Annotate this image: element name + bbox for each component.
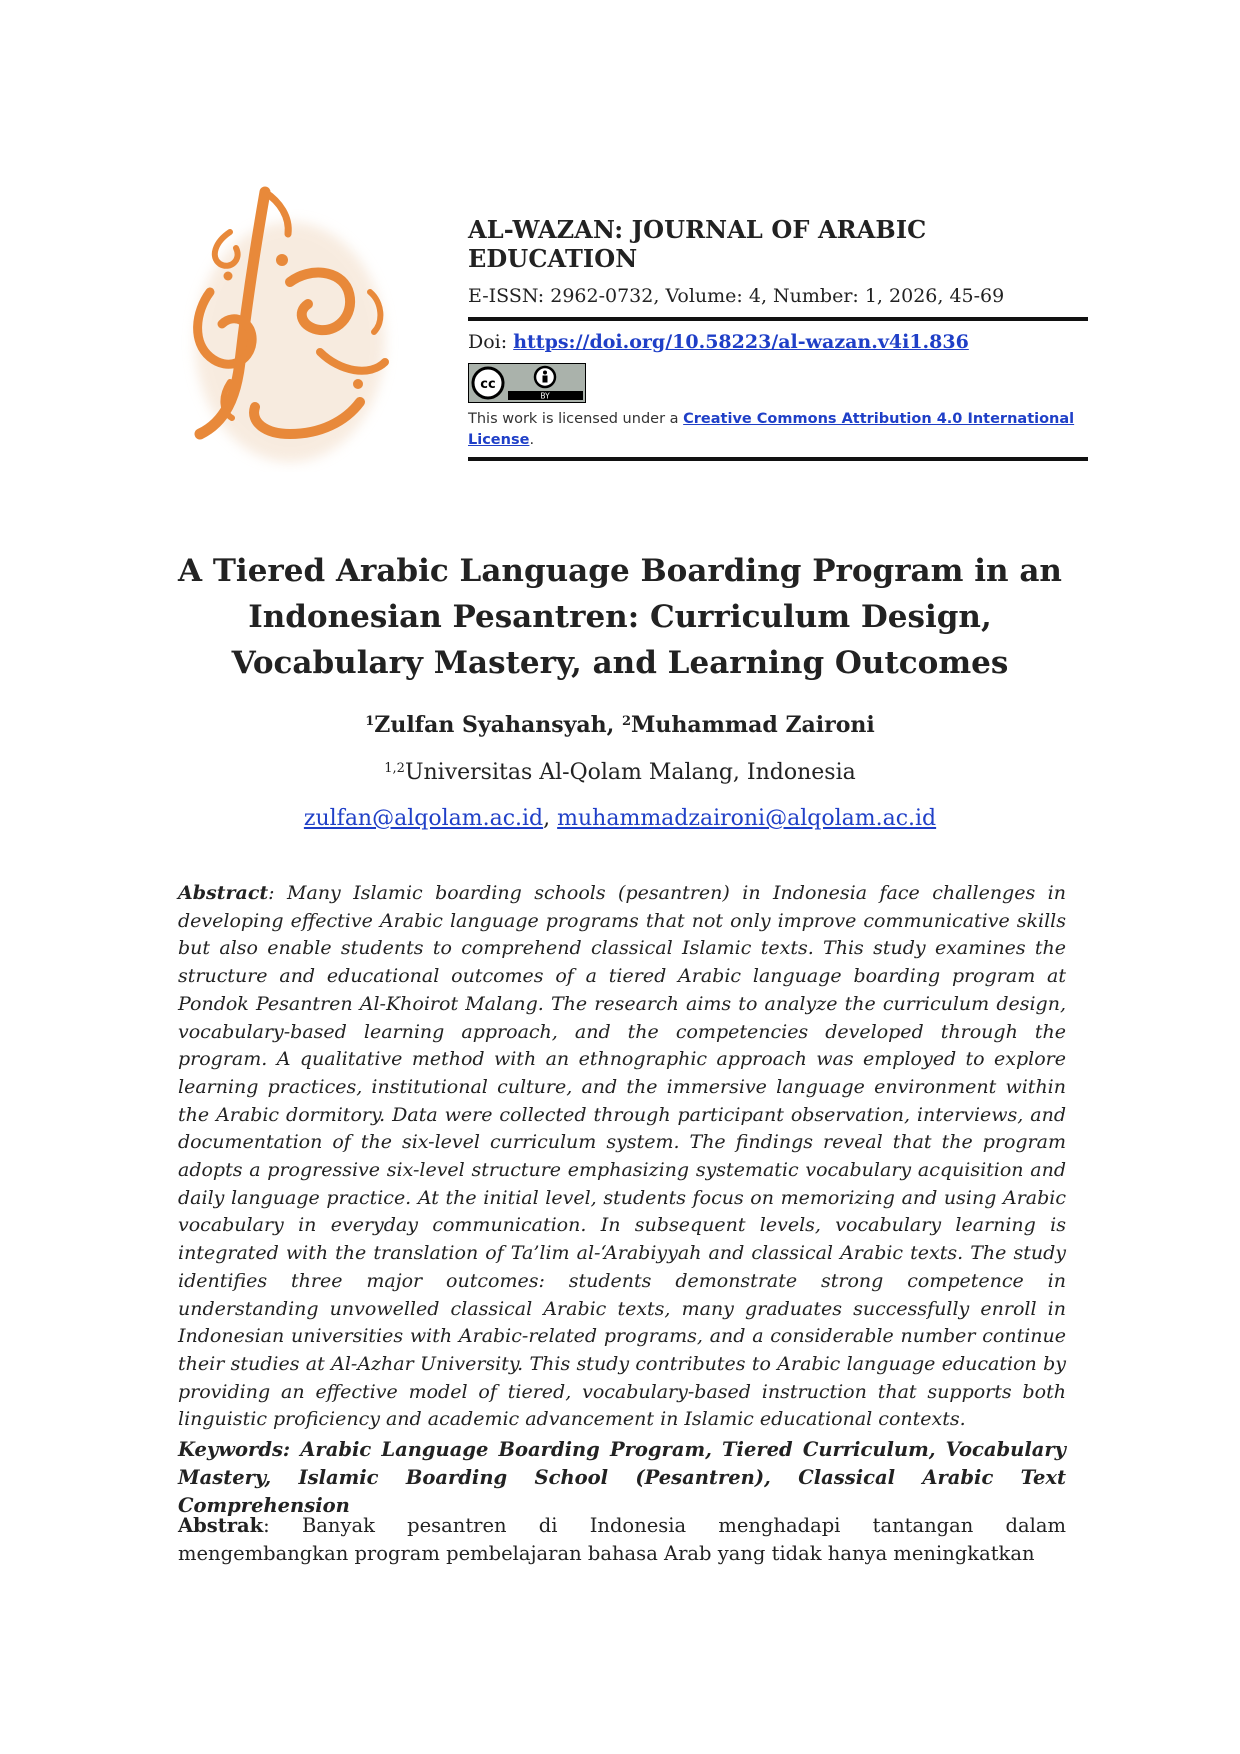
calligraphy-logo-icon — [170, 172, 420, 472]
abstrak-line2: mengembangkan program pembelajaran bahasa Arab yang tidak hanya meningkatkan — [178, 1542, 1035, 1565]
author1-name: Zulfan Syahansyah, — [374, 712, 622, 738]
abstrak-first-line — [178, 1512, 1066, 1540]
license-statement — [468, 409, 1088, 451]
abstrak-line1: : Banyak pesantren di Indonesia menghadapi tantangan dalam — [263, 1514, 1066, 1537]
journal-title: AL-WAZAN: JOURNAL OF ARABIC EDUCATION — [468, 215, 927, 273]
doi-label: Doi: — [468, 331, 514, 353]
paper-title: A Tiered Arabic Language Boarding Program in an Indonesian Pesantren: Curriculum Design, Vocabulary Mastery, and Learning Outcomes — [178, 553, 1062, 681]
journal-header — [468, 215, 1088, 461]
author-line — [150, 712, 1090, 738]
keywords-paragraph: Keywords: Arabic Language Boarding Program, Tiered Curriculum, Vocabulary Mastery, Islamic Boarding School (Pesantren), Classical Arabic Text Comprehension — [178, 1438, 1066, 1517]
journal-logo — [170, 172, 420, 472]
abstract-paragraph — [178, 880, 1066, 1434]
abstrak-paragraph — [178, 1512, 1066, 1568]
author2-sup: 2 — [621, 714, 632, 729]
abstract-text: : Many Islamic boarding schools (pesantren) in Indonesia face challenges in developing effective Arabic language programs that not only improve communicative skills but also enable students to comprehend classical Islamic texts. This study examines the structure and educational outcomes of a tiered Arabic language boarding program at Pondok Pesantren Al-Khoirot Malang. The research aims to analyze the curriculum design, vocabulary-based learning approach, and the competencies developed through the program. A qualitative method with an ethnographic approach was employed to explore learning practices, institutional culture, and the immersive language environment within the Arabic dormitory. Data were collected through participant observation, interviews, and documentation of the six-level curriculum system. The findings reveal that the program adopts a progressive six-level structure emphasizing systematic vocabulary acquisition and daily language practice. At the initial level, students focus on memorizing and using Arabic vocabulary in everyday communication. In subsequent levels, vocabulary learning is integrated with the translation of Ta’lim al-‘Arabiyyah and classical Arabic texts. The study identifies three major outcomes: students demonstrate strong competence in understanding unvowelled classical Arabic texts, many graduates successfully enroll in Indonesian universities with Arabic-related programs, and a considerable number continue their studies at Al-Azhar University. This study contributes to Arabic language education by providing an effective model of tiered, vocabulary-based instruction that supports both linguistic proficiency and academic advancement in Islamic educational contexts. — [178, 882, 1066, 1431]
affil-sup: 1,2 — [384, 761, 405, 776]
author2-name: Muhammad Zaironi — [631, 712, 875, 738]
author1-sup: 1 — [365, 714, 375, 729]
license-link[interactable]: Creative Commons Attribution 4.0 International License — [468, 411, 1075, 449]
abstrak-label: Abstrak — [178, 1514, 264, 1537]
doi-line — [468, 331, 1088, 353]
issn-line: E-ISSN: 2962-0732, Volume: 4, Number: 1, 2026, 45-69 — [468, 285, 1005, 307]
email-line — [150, 806, 1090, 831]
abstract-label: Abstract — [178, 882, 269, 904]
header-rule-top — [468, 317, 1088, 321]
email-separator: , — [543, 806, 558, 831]
email-link-2[interactable]: muhammadzaironi@alqolam.ac.id — [557, 806, 937, 831]
license-suffix: . — [529, 432, 535, 449]
affiliation: Universitas Al-Qolam Malang, Indonesia — [404, 760, 856, 785]
header-rule-bottom — [468, 457, 1088, 461]
doi-link[interactable]: https://doi.org/10.58223/al-wazan.v4i1.836 — [513, 331, 969, 353]
email-link-1[interactable]: zulfan@alqolam.ac.id — [303, 806, 544, 831]
badge-by-text: BY — [540, 391, 550, 401]
license-prefix: This work is licensed under a — [468, 411, 684, 427]
svg-text:cc: cc — [480, 377, 496, 392]
cc-by-license-badge[interactable] — [468, 363, 586, 403]
affiliation-line — [150, 760, 1090, 785]
